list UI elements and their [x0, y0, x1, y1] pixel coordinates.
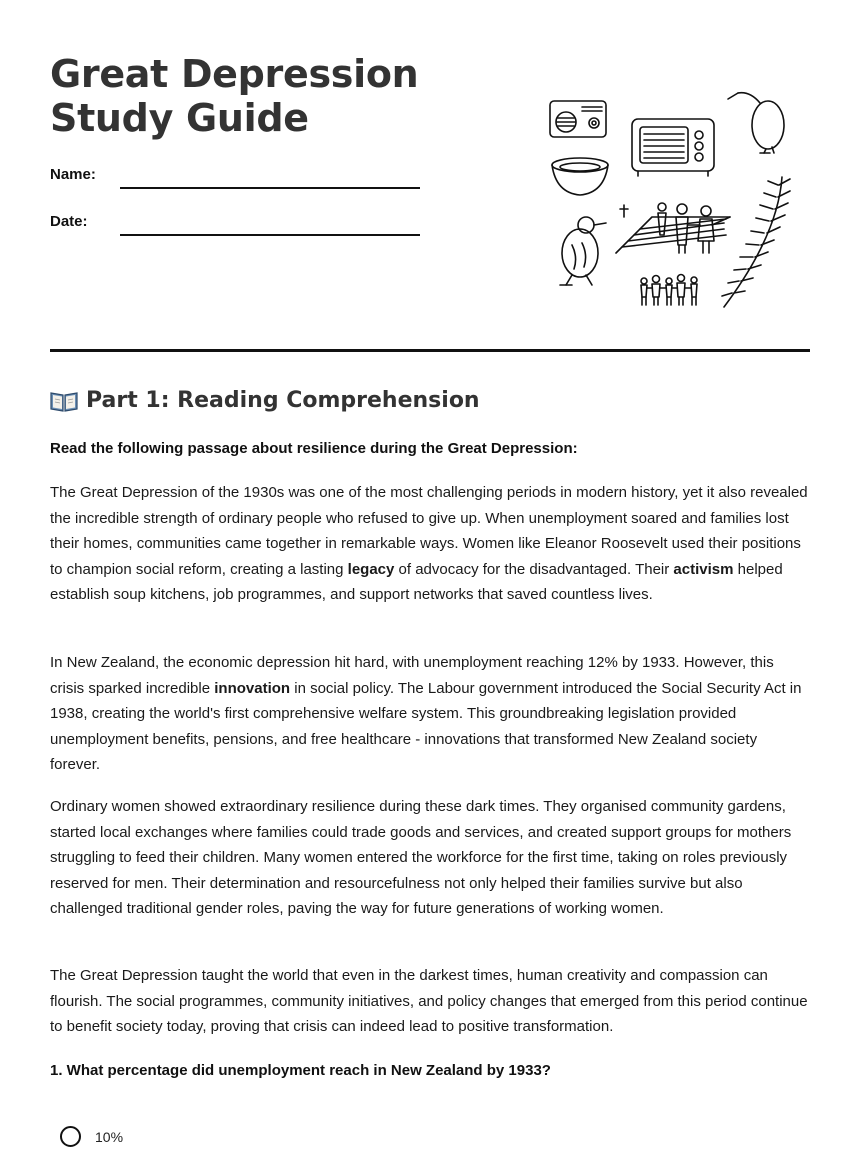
vocab-term: innovation — [214, 679, 291, 697]
open-book-icon — [50, 390, 78, 412]
reading-instruction: Read the following passage about resilience during the Great Depression: — [50, 440, 578, 457]
name-field-row — [50, 162, 420, 192]
date-field[interactable] — [120, 234, 420, 236]
part-1-heading — [50, 388, 480, 413]
date-label: Date: — [50, 213, 88, 230]
large-radio-icon — [632, 119, 714, 176]
part-1-heading-text: Part 1: Reading Comprehension — [86, 388, 480, 413]
vocab-term: legacy — [347, 560, 395, 578]
header-divider — [50, 349, 810, 352]
small-radio-icon — [550, 101, 606, 137]
passage-paragraph-3: Ordinary women showed extraordinary resilience during these dark times. They organised community gardens, started local exchanges where families could trade goods and services, and created support groups for mothers struggling to feed their children. Many women entered the workforce for the first time, taking on roles previously reserved for men. Their determination and resourcefulness not only helped their families survive but also challenged traditional gender roles, paving the way for future generations of working women. — [50, 798, 792, 918]
kiwi-bird-icon — [728, 93, 784, 153]
question-1: 1. What percentage did unemployment reach in New Zealand by 1933? — [50, 1062, 551, 1079]
date-field-row — [50, 209, 420, 239]
radio-button[interactable] — [60, 1126, 81, 1147]
name-label: Name: — [50, 166, 96, 183]
paragraph-text: In New Zealand, the economic depression hit hard, with unemployment reaching 12% by 1933. However, this crisis sparked incredible — [50, 654, 774, 697]
paragraph-text: helped establish soup kitchens, job programmes, and support networks that saved countless lives. — [50, 560, 783, 604]
paragraph-text: of advocacy for the disadvantaged. Their — [394, 560, 674, 578]
kiwi-bird-left-icon — [560, 217, 606, 285]
name-field[interactable] — [120, 187, 420, 189]
passage-paragraph-1 — [50, 480, 810, 608]
vocab-term: activism — [673, 560, 734, 578]
page-title: Great Depression Study Guide — [50, 52, 419, 140]
people-row-icon — [641, 275, 697, 306]
paragraph-text: The Great Depression of the 1930s was one of the most challenging periods in modern history, yet it also revealed the incredible strength of ordinary people who refused to give up. When unemployment soared and families lost their homes, communities came together in remarkable ways. Women like Eleanor Roosevelt used their positions to champion social reform, creating a lasting — [50, 484, 808, 578]
paragraph-text: in social policy. The Labour government introduced the Social Security Act in 1938, creating the world's first comprehensive welfare system. This groundbreaking legislation provided unemployment benefits, pensions, and free healthcare - innovations that transformed New Zealand society forever. — [50, 679, 802, 774]
soup-bowl-icon — [552, 158, 608, 195]
option-label: 10% — [95, 1128, 124, 1145]
header-illustration — [542, 85, 802, 315]
passage-paragraph-2 — [50, 650, 810, 778]
question-1-option-a[interactable] — [60, 1126, 123, 1147]
fern-icon — [722, 177, 790, 307]
passage-paragraph-4: The Great Depression taught the world that even in the darkest times, human creativity and compassion can flourish. The social programmes, community initiatives, and policy changes that emerged from this period continue to benefit society today, proving that crisis can indeed lead to positive transformation. — [50, 967, 808, 1036]
farm-family-icon — [616, 203, 730, 253]
